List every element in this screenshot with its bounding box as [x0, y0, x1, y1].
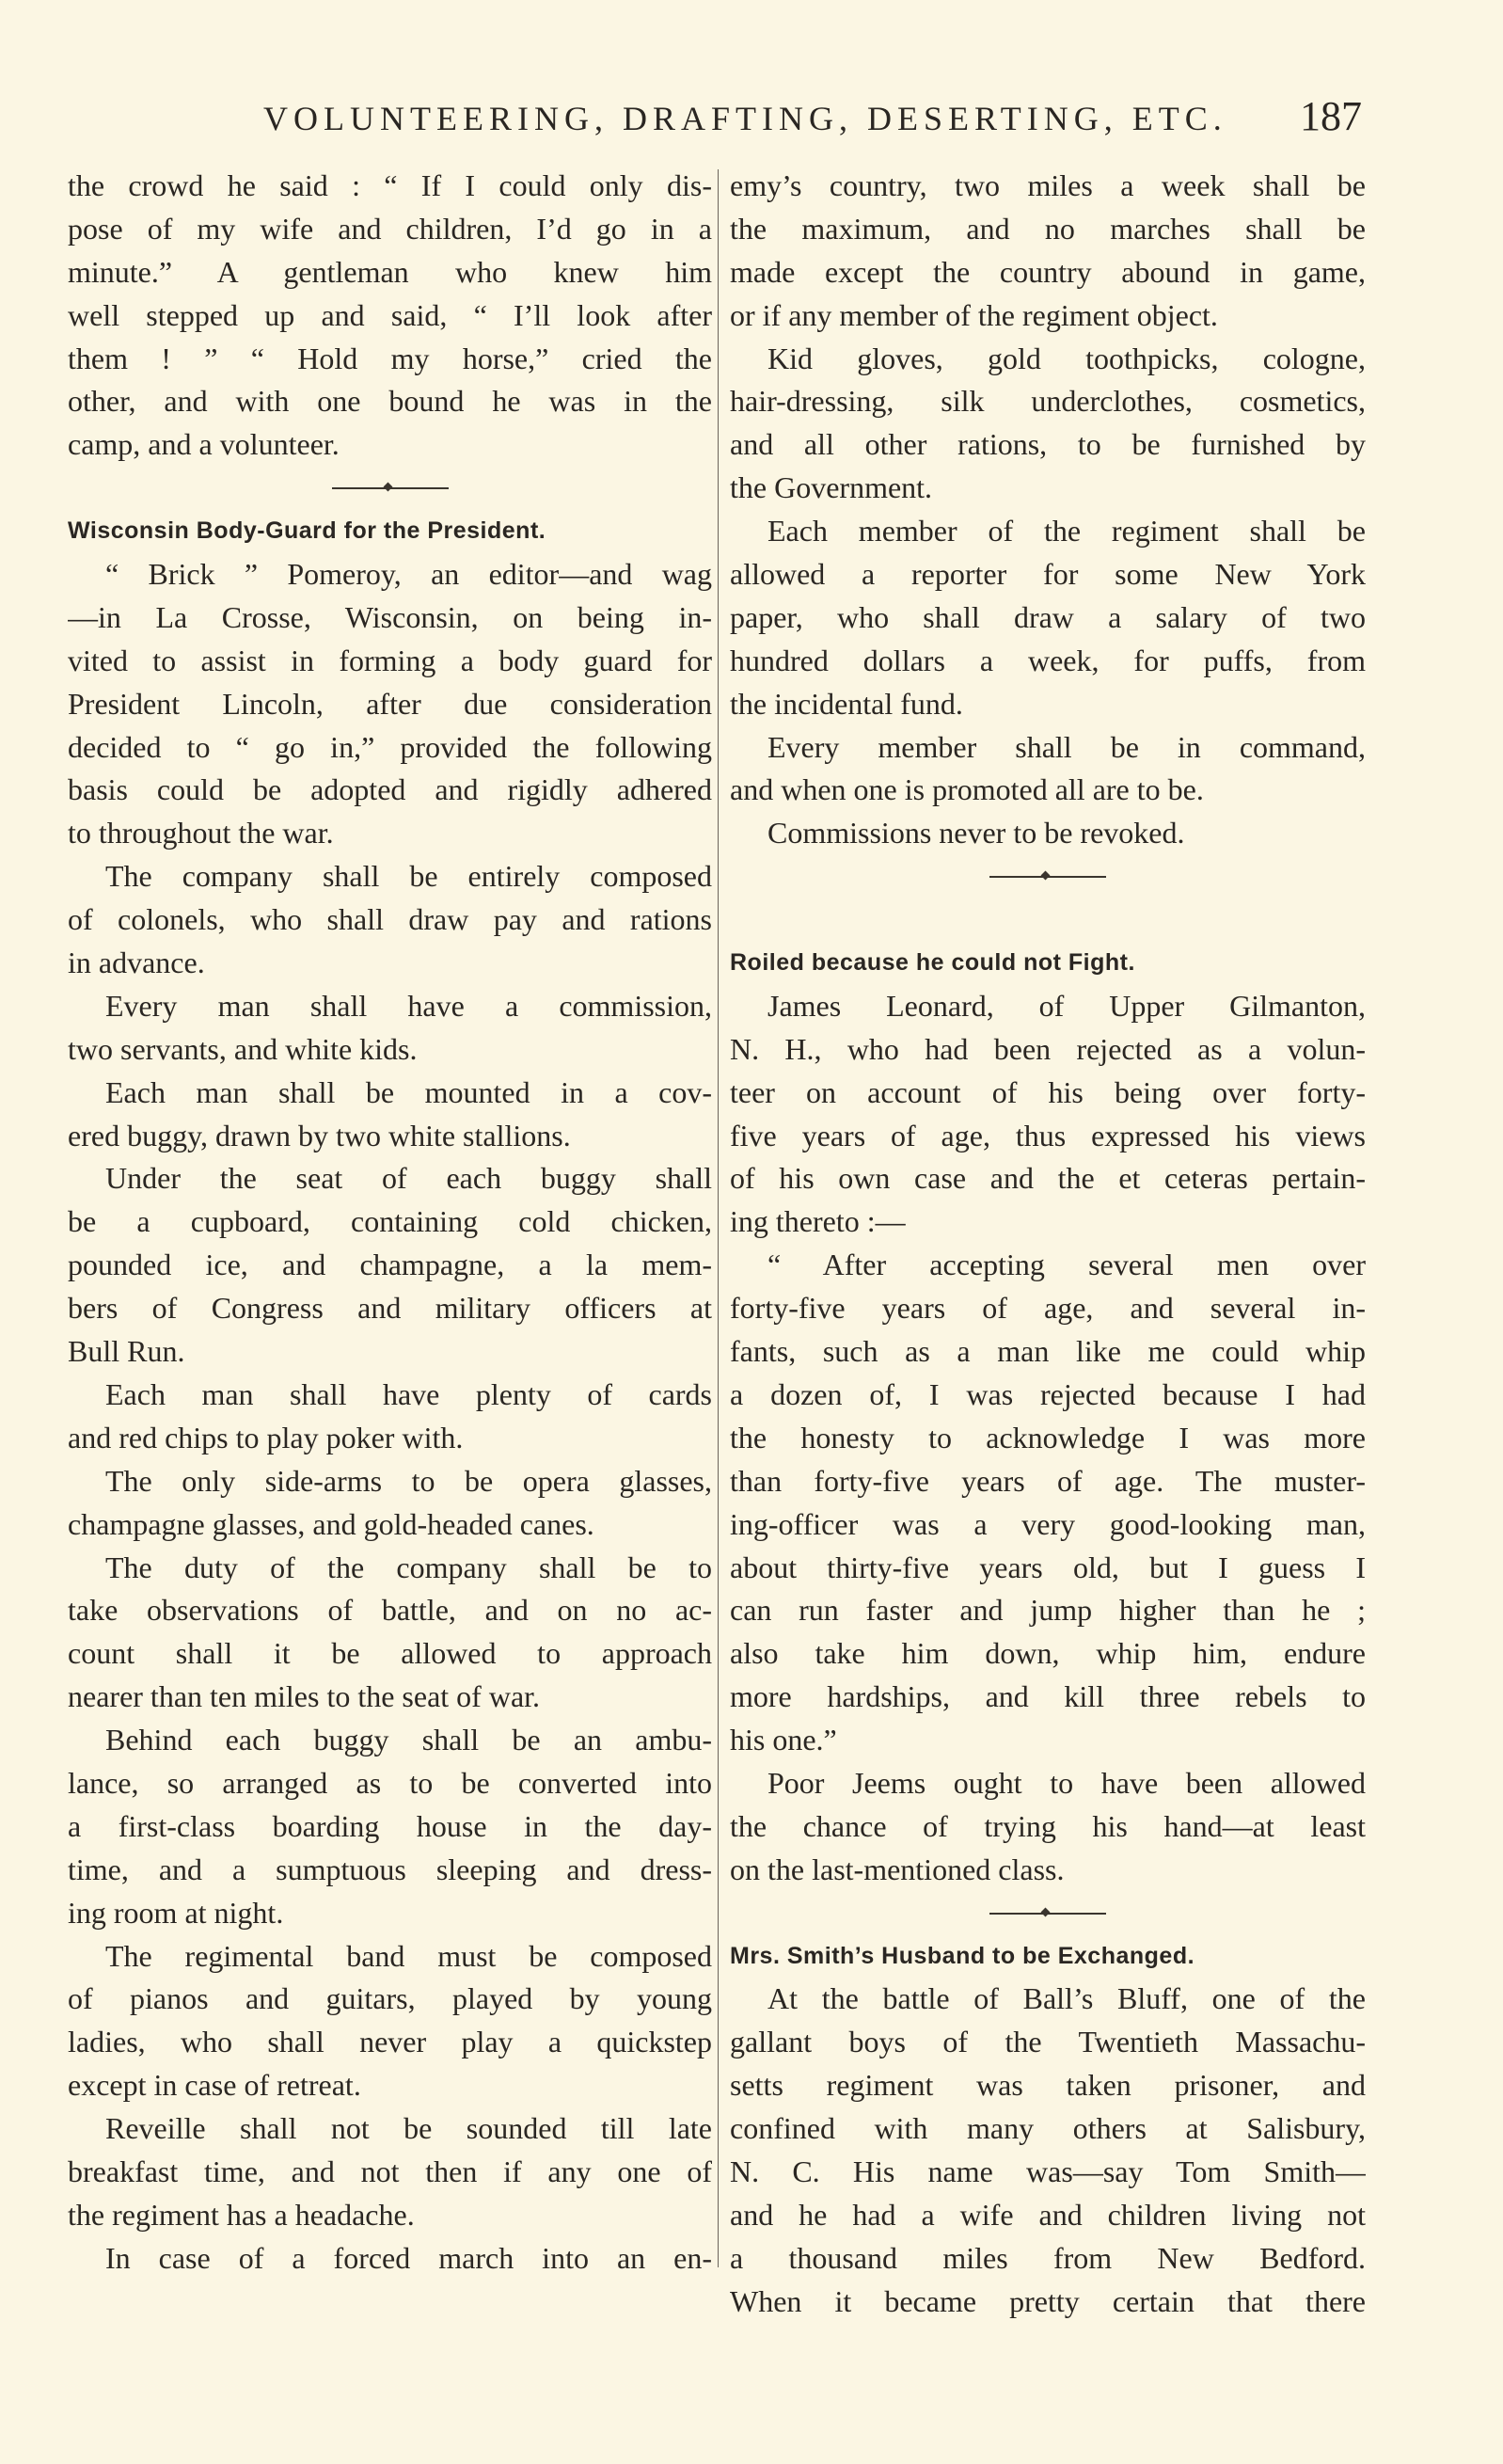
- page-number: 187: [1300, 93, 1362, 139]
- text-line: At the battle of Ball’s Bluff, one of the: [767, 1981, 1366, 2016]
- text-line: the maximum, and no marches shall be: [730, 211, 1366, 246]
- text-line: confined with many others at Salisbury,: [730, 2111, 1366, 2146]
- text-line: breakfast time, and not then if any one of: [68, 2154, 712, 2188]
- page-header: [263, 92, 1362, 149]
- running-head: VOLUNTEERING, DRAFTING, DESERTING, ETC.: [263, 100, 1227, 137]
- text-line: Bull Run.: [68, 1334, 185, 1369]
- text-line: Under the seat of each buggy shall: [105, 1161, 712, 1196]
- ornament-divider: [730, 855, 1366, 898]
- text-line: Behind each buggy shall be an ambu-: [105, 1723, 712, 1757]
- text-line: forty-five years of age, and several in-: [730, 1291, 1366, 1326]
- text-line: fants, such as a man like me could whip: [730, 1334, 1366, 1369]
- right-column: [730, 165, 1366, 2324]
- text-line: five years of age, thus expressed his views: [730, 1118, 1366, 1153]
- text-line: also take him down, whip him, endure: [730, 1636, 1366, 1671]
- text-line: In case of a forced march into an en-: [105, 2240, 712, 2275]
- text-line: paper, who shall draw a salary of two: [730, 599, 1366, 634]
- text-line: The regimental band must be composed: [105, 1938, 712, 1973]
- text-line: “ Brick ” Pomeroy, an editor—and wag: [105, 557, 712, 592]
- text-line: Each man shall be mounted in a cov-: [105, 1074, 712, 1109]
- text-line: be a cupboard, containing cold chicken,: [68, 1204, 712, 1239]
- text-line: take observations of battle, and on no ac-: [68, 1593, 712, 1628]
- text-line: of pianos and guitars, played by young: [68, 1981, 712, 2016]
- text-line: lance, so arranged as to be converted into: [68, 1765, 712, 1800]
- text-line: Every member shall be in command,: [767, 729, 1366, 764]
- text-line: N. C. His name was—say Tom Smith—: [730, 2154, 1366, 2188]
- text-line: bers of Congress and military officers at: [68, 1291, 712, 1326]
- text-line: a dozen of, I was rejected because I had: [730, 1376, 1366, 1411]
- text-line: well stepped up and said, “ I’ll look after: [68, 297, 712, 332]
- text-line: minute.” A gentleman who knew him: [68, 254, 712, 289]
- text-line: champagne glasses, and gold-headed canes.: [68, 1506, 594, 1541]
- text-line: the honesty to acknowledge I was more: [730, 1420, 1366, 1455]
- text-line: Poor Jeems ought to have been allowed: [767, 1765, 1366, 1800]
- text-line: The company shall be entirely composed: [105, 859, 712, 894]
- text-line: ing room at night.: [68, 1895, 284, 1930]
- text-line: and red chips to play poker with.: [68, 1420, 464, 1455]
- section-heading: Mrs. Smith’s Husband to be Exchanged.: [730, 1942, 1195, 1969]
- text-line: the crowd he said : “ If I could only dis-: [68, 168, 712, 202]
- left-column: [68, 165, 712, 2281]
- text-line: When it became pretty certain that there: [730, 2283, 1366, 2318]
- text-line: in advance.: [68, 946, 205, 980]
- text-line: The only side-arms to be opera glasses,: [105, 1463, 712, 1498]
- text-line: Reveille shall not be sounded till late: [105, 2111, 712, 2146]
- spacer: [730, 898, 1366, 942]
- text-line: time, and a sumptuous sleeping and dress-: [68, 1852, 712, 1886]
- text-line: ered buggy, drawn by two white stallions.: [68, 1118, 571, 1153]
- text-line: the Government.: [730, 470, 933, 505]
- section-heading: Roiled because he could not Fight.: [730, 949, 1135, 977]
- text-line: hundred dollars a week, for puffs, from: [730, 643, 1366, 677]
- text-line: hair-dressing, silk underclothes, cosmetics,: [730, 384, 1366, 419]
- text-line: about thirty-five years old, but I guess I: [730, 1550, 1366, 1584]
- text-line: Each member of the regiment shall be: [767, 514, 1366, 548]
- text-line: Commissions never to be revoked.: [767, 816, 1185, 850]
- text-line: or if any member of the regiment object.: [730, 297, 1218, 332]
- text-line: gallant boys of the Twentieth Massachu-: [730, 2025, 1366, 2059]
- text-line: the regiment has a headache.: [68, 2197, 415, 2232]
- text-line: a thousand miles from New Bedford.: [730, 2240, 1366, 2275]
- text-line: allowed a reporter for some New York: [730, 557, 1366, 592]
- text-line: of colonels, who shall draw pay and rations: [68, 902, 712, 937]
- text-line: except in case of retreat.: [68, 2068, 361, 2103]
- text-line: emy’s country, two miles a week shall be: [730, 168, 1366, 202]
- text-line: made except the country abound in game,: [730, 254, 1366, 289]
- text-line: count shall it be allowed to approach: [68, 1636, 712, 1671]
- text-line: other, and with one bound he was in the: [68, 384, 712, 419]
- text-line: setts regiment was taken prisoner, and: [730, 2068, 1366, 2103]
- text-line: ing thereto :—: [730, 1204, 906, 1239]
- text-line: President Lincoln, after due consideration: [68, 686, 712, 721]
- text-line: and when one is promoted all are to be.: [730, 772, 1204, 807]
- text-line: can run faster and jump higher than he ;: [730, 1593, 1366, 1628]
- text-line: basis could be adopted and rigidly adhered: [68, 772, 712, 807]
- text-line: pose of my wife and children, I’d go in a: [68, 211, 712, 246]
- text-line: “ After accepting several men over: [767, 1248, 1366, 1282]
- text-line: James Leonard, of Upper Gilmanton,: [767, 988, 1366, 1023]
- text-line: than forty-five years of age. The muster-: [730, 1463, 1366, 1498]
- text-line: two servants, and white kids.: [68, 1031, 418, 1066]
- text-line: on the last-mentioned class.: [730, 1852, 1065, 1886]
- text-line: a first-class boarding house in the day-: [68, 1808, 712, 1843]
- text-line: to throughout the war.: [68, 816, 334, 850]
- text-line: the chance of trying his hand—at least: [730, 1808, 1366, 1843]
- text-line: and all other rations, to be furnished by: [730, 427, 1366, 462]
- column-divider: [718, 169, 719, 2267]
- text-line: more hardships, and kill three rebels to: [730, 1679, 1366, 1714]
- text-line: Every man shall have a commission,: [105, 988, 712, 1023]
- text-line: decided to “ go in,” provided the following: [68, 729, 712, 764]
- text-line: them ! ” “ Hold my horse,” cried the: [68, 341, 712, 375]
- text-line: Each man shall have plenty of cards: [105, 1376, 712, 1411]
- text-line: The duty of the company shall be to: [105, 1550, 712, 1584]
- text-line: nearer than ten miles to the seat of war.: [68, 1679, 541, 1714]
- text-line: —in La Crosse, Wisconsin, on being in-: [68, 599, 712, 634]
- section-heading: Wisconsin Body-Guard for the President.: [68, 517, 546, 545]
- text-line: and he had a wife and children living not: [730, 2197, 1366, 2232]
- ornament-divider: [730, 1892, 1366, 1935]
- text-line: Kid gloves, gold toothpicks, cologne,: [767, 341, 1366, 375]
- text-line: ing-officer was a very good-looking man,: [730, 1506, 1366, 1541]
- text-line: ladies, who shall never play a quickstep: [68, 2025, 712, 2059]
- text-line: his one.”: [730, 1723, 837, 1757]
- text-line: N. H., who had been rejected as a volun-: [730, 1031, 1366, 1066]
- text-line: teer on account of his being over forty-: [730, 1074, 1366, 1109]
- ornament-divider: [68, 467, 712, 510]
- text-line: pounded ice, and champagne, a la mem-: [68, 1248, 712, 1282]
- text-line: camp, and a volunteer.: [68, 427, 340, 462]
- text-line: the incidental fund.: [730, 686, 963, 721]
- text-line: of his own case and the et ceteras pertain-: [730, 1161, 1366, 1196]
- text-line: vited to assist in forming a body guard for: [68, 643, 712, 677]
